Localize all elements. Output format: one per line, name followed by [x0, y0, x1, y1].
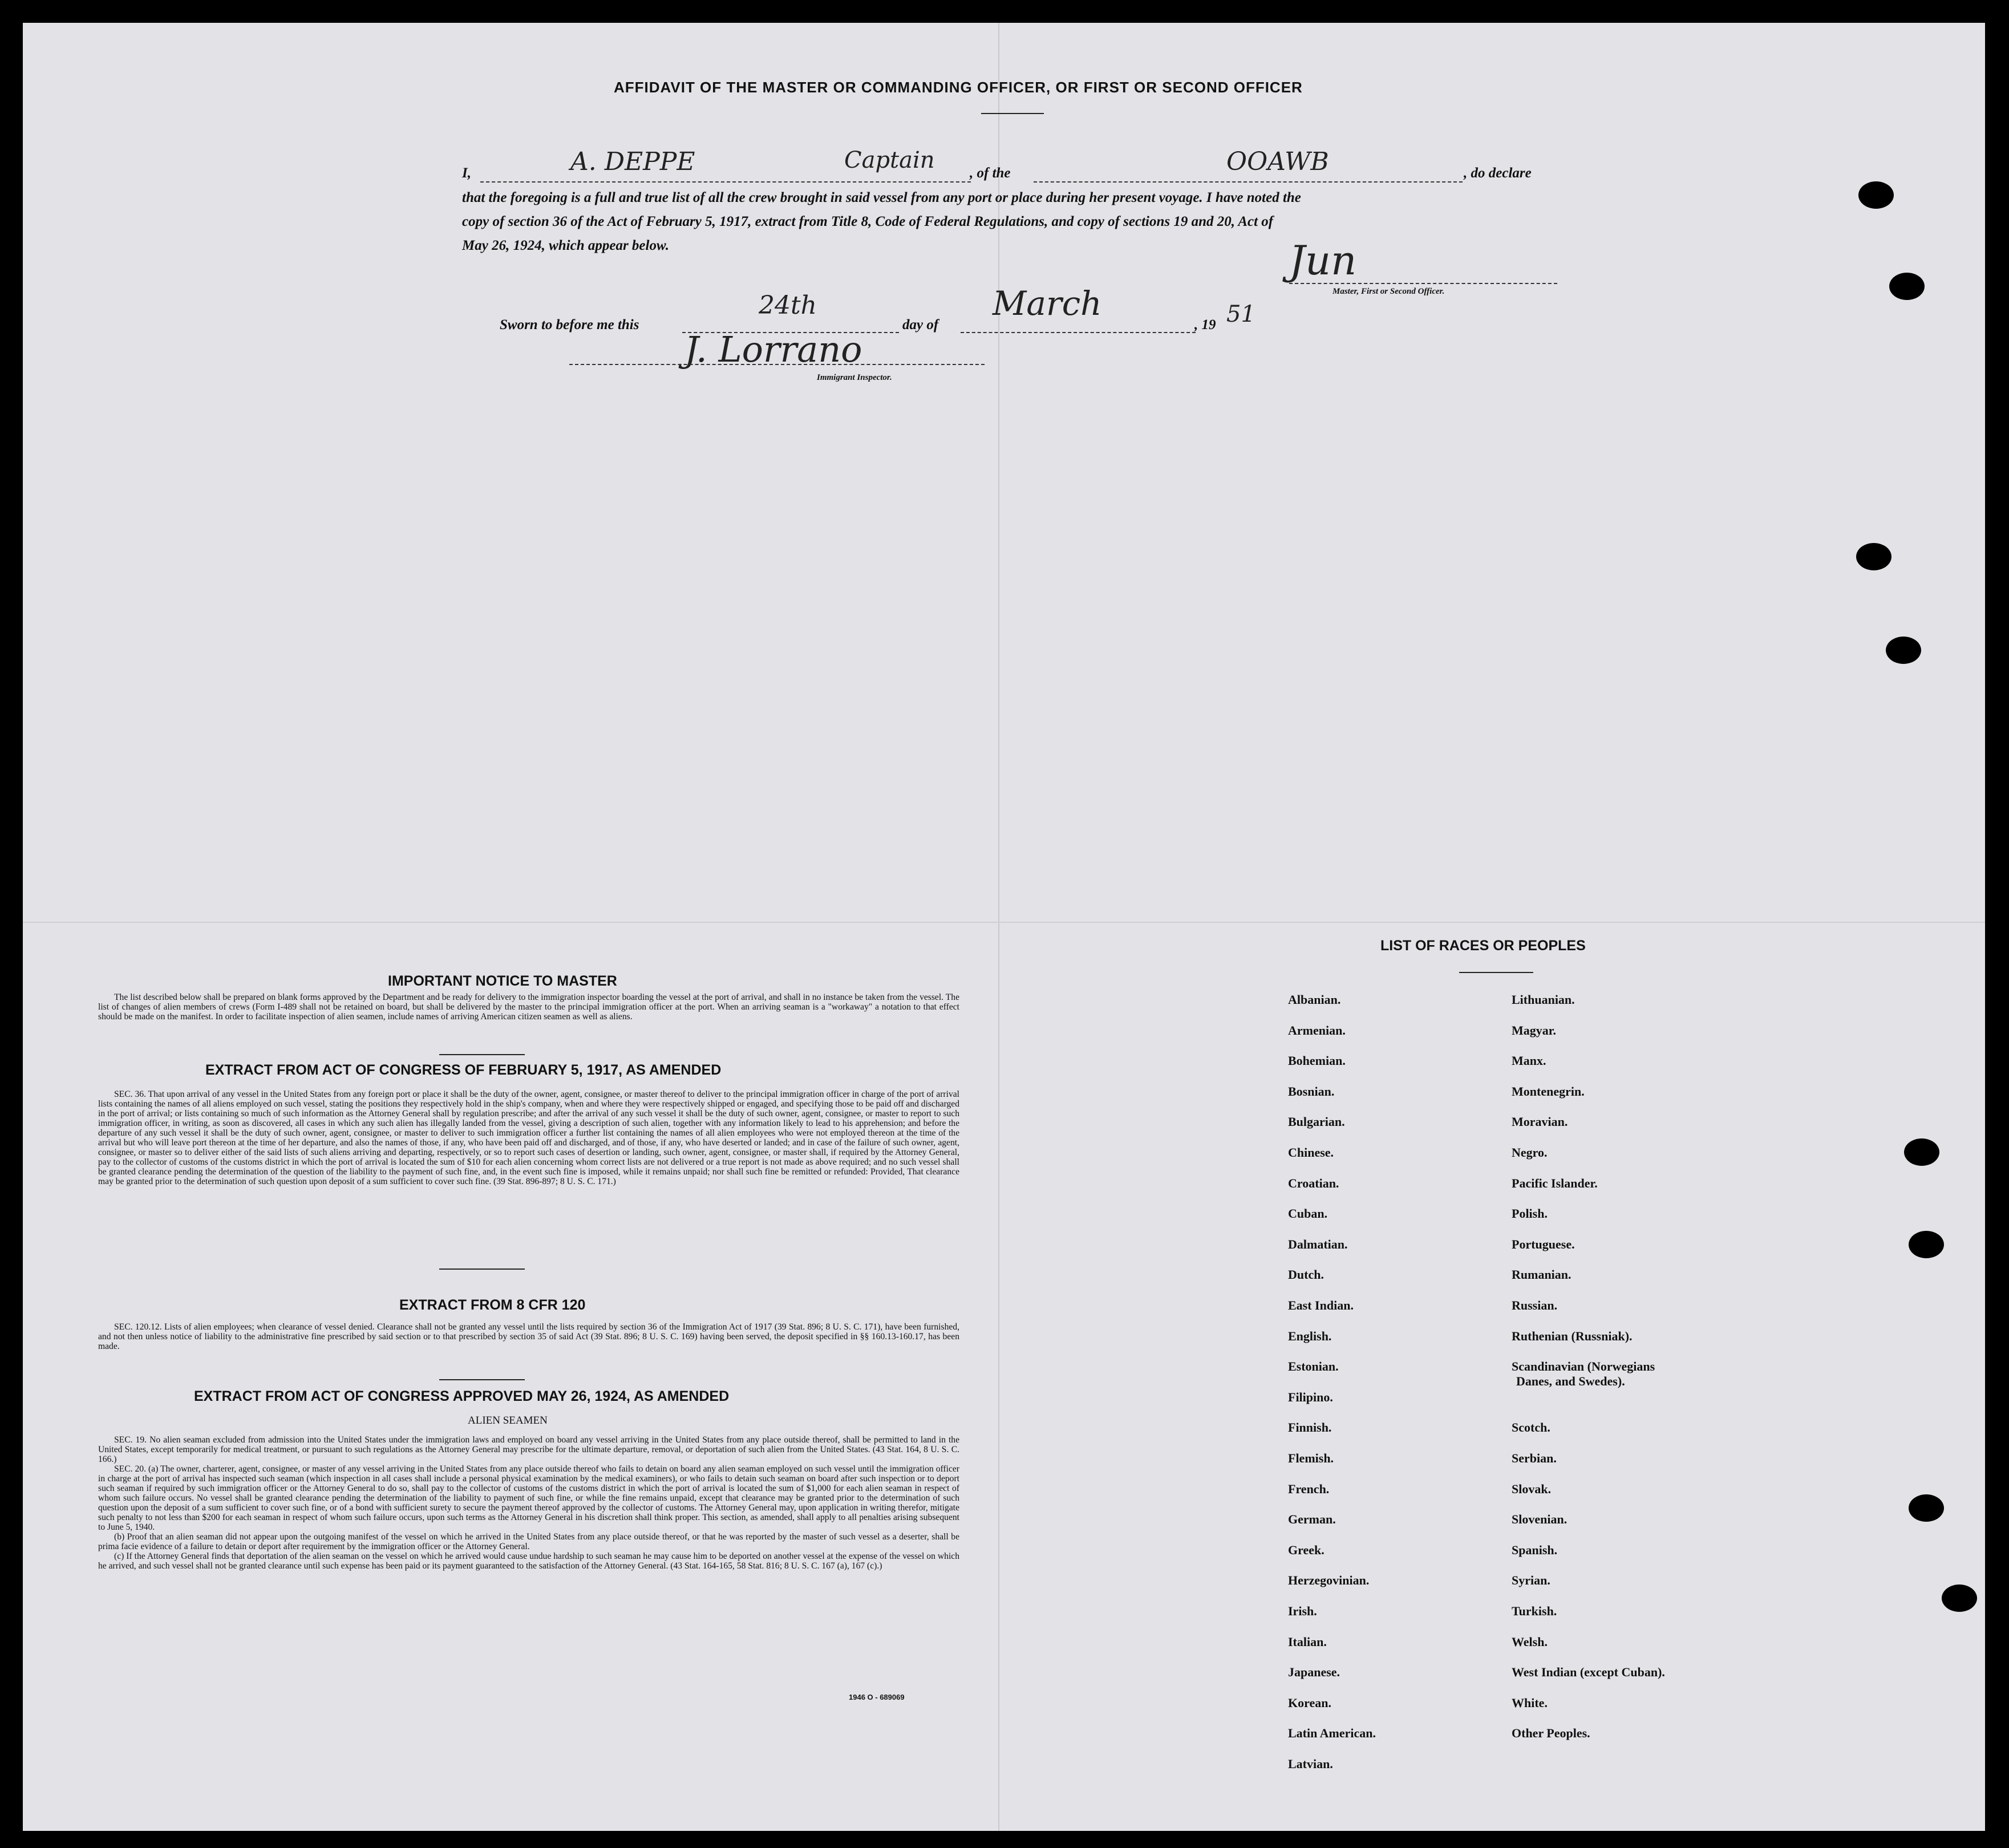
extract-1917-body [98, 1089, 959, 1186]
race-item: Irish. [1288, 1604, 1317, 1618]
divider-2 [439, 1269, 525, 1270]
sec-20b-text: (b) Proof that an alien seaman did not appear upon the outgoing manifest of the vessel on which he arrived in the United States from any place outside thereof, or that he was reported by the master of such vessel as a deserter, shall be prima facie evidence of a failure to detain or deport after requirement by the immigration officer or the Attorney General. [98, 1532, 959, 1551]
year-handwritten: 51 [1226, 301, 1255, 327]
race-item: Chinese. [1288, 1145, 1334, 1160]
race-item: Italian. [1288, 1634, 1327, 1649]
sec-20a-text: SEC. 20. (a) The owner, charterer, agent, consignee, or master of any vessel arriving in the United States from any place outside thereof who fails to detain on board any alien seaman employed on such vessel until the immigration officer in charge at the port of arrival has inspected such seaman (which inspection in all cases shall include a personal physical examination by the medical examiners), or who fails to detain such seaman on board after such inspection or to deport such seaman if required by such immigration officer or the Attorney General to do so, shall pay to the collector of customs of the customs district in which the port of arrival is located the sum of $1,000 for each alien seaman in respect of whom such failure occurs. No vessel shall be granted clearance pending the determination of the liability to payment of such fine, or while the fine remains unpaid, except that clearance may be granted prior to the determination of such question upon the deposit of a sum sufficient to cover such fine, or of a bond with sufficient surety to secure the payment thereof approved by the collector of customs. The Attorney General may, upon application in writing therefor, mitigate such penalty to not less than $200 for each seaman in respect of whom such failure occurs, upon such terms as the Attorney General in his discretion shall think proper. This section, as amended, shall apply to all penalties arising subsequent to June 5, 1940. [98, 1464, 959, 1532]
race-item: Cuban. [1288, 1206, 1328, 1221]
race-item: Negro. [1512, 1145, 1548, 1160]
month-dotted-line [961, 332, 1196, 333]
master-signature-line [1289, 283, 1557, 284]
race-item: Spanish. [1512, 1542, 1558, 1557]
race-item: Magyar. [1512, 1023, 1557, 1038]
race-item: Scotch. [1512, 1420, 1550, 1435]
sec-20c-text: (c) If the Attorney General finds that deportation of the alien seaman on the vessel on which he arrived would cause undue hardship to such seaman he may cause him to be deported on another vessel at the expense of the vessel on which he arrived, and such vessel shall not be granted clearance until such expense has been paid or its payment guaranteed to the satisfaction of the Attorney General. (43 Stat. 164-165, 58 Stat. 816; 8 U. S. C. 167 (a), 167 (c).) [98, 1551, 959, 1571]
race-item: Latvian. [1288, 1757, 1333, 1771]
race-item: Albanian. [1288, 992, 1341, 1007]
race-item: Other Peoples. [1512, 1726, 1590, 1741]
punch-hole [1889, 273, 1925, 300]
race-item: Dutch. [1288, 1267, 1324, 1282]
cfr-text: SEC. 120.12. Lists of alien employees; when clearance of vessel denied. Clearance shall not be granted any vessel until the lists required by section 36 of the Immigration Act of 1917 (39 Stat. 896; 8 U. S. C. 171), have been furnished, and not then unless notice of liability to the administrative fine prescribed by said section or to that prescribed by section 35 of said Act (39 Stat. 896; 8 U. S. C. 169) having been served, the deposit specified in §§ 160.13-160.17, has been made. [98, 1322, 959, 1351]
race-item: White. [1512, 1695, 1548, 1710]
race-item: Slovak. [1512, 1481, 1552, 1496]
race-item: Flemish. [1288, 1451, 1334, 1465]
race-item: Finnish. [1288, 1420, 1332, 1435]
punch-hole [1904, 1138, 1939, 1166]
horizontal-fold-crease [23, 922, 1985, 923]
extract-1924-title: EXTRACT FROM ACT OF CONGRESS APPROVED MAY 26, 1924, AS AMENDED [194, 1388, 730, 1404]
affidavit-i: I, [462, 165, 471, 181]
master-caption: Master, First or Second Officer. [1332, 287, 1445, 296]
sworn-label: Sworn to before me this [500, 317, 639, 333]
vessel-name-handwritten: OOAWB [1226, 147, 1329, 176]
punch-hole [1909, 1231, 1944, 1258]
race-item: West Indian (except Cuban). [1512, 1665, 1665, 1680]
race-item: Dalmatian. [1288, 1237, 1348, 1251]
races-title: LIST OF RACES OR PEOPLES [1380, 938, 1586, 954]
punch-hole [1856, 543, 1891, 570]
extract-1917-title: EXTRACT FROM ACT OF CONGRESS OF FEBRUARY 5, 1917, AS AMENDED [205, 1062, 722, 1078]
affidavit-line-2: that the foregoing is a full and true list of all the crew brought in said vessel from any port or place during her present voyage. I have noted the [462, 190, 1301, 205]
race-item: Turkish. [1512, 1604, 1557, 1618]
race-item: Manx. [1512, 1053, 1546, 1068]
punch-hole [1942, 1584, 1977, 1612]
punch-hole [1909, 1494, 1944, 1522]
affidavit-title: AFFIDAVIT OF THE MASTER OR COMMANDING OFFICER, OR FIRST OR SECOND OFFICER [614, 79, 1303, 96]
race-item: Korean. [1288, 1695, 1331, 1710]
cfr-title: EXTRACT FROM 8 CFR 120 [399, 1297, 586, 1313]
race-item: Welsh. [1512, 1634, 1548, 1649]
race-item: Syrian. [1512, 1573, 1550, 1588]
inspector-signature-line [569, 364, 985, 365]
divider-1 [439, 1054, 525, 1055]
affidavit-line-4: May 26, 1924, which appear below. [462, 238, 669, 253]
day-of-label: day of [902, 317, 939, 333]
notice-text: The list described below shall be prepared on blank forms approved by the Department and be ready for delivery to the immigration inspector boarding the vessel at the port of arrival, and shall in no instance be taken from the vessel. The list of changes of alien members of crews (Form I-489 shall not be retained on board, but shall be delivered by the master to the principal immigration officer at the port. When an arriving seaman is a "workaway" a notation to that effect should be made on the manifest. In order to facilitate inspection of alien seamen, include names of arriving American citizen seamen as well as aliens. [98, 992, 959, 1022]
race-item: Bosnian. [1288, 1084, 1335, 1099]
sec-19-text: SEC. 19. No alien seaman excluded from admission into the United States under the immigration laws and employed on board any vessel arriving in the United States from any place outside thereof, shall be permitted to land in the United States, except temporarily for medical treatment, or pursuant to such regulations as the Attorney General may prescribe for the ultimate departure, removal, or deportation of such alien from the United States. (43 Stat. 164, 8 U. S. C. 166.) [98, 1435, 959, 1464]
race-item: English. [1288, 1328, 1332, 1343]
master-name-handwritten: A. DEPPE [570, 147, 695, 176]
race-item: Bulgarian. [1288, 1115, 1345, 1129]
month-handwritten: March [993, 284, 1102, 323]
day-handwritten: 24th [759, 291, 817, 320]
document-sheet [23, 23, 1985, 1831]
title-underline [981, 113, 1044, 114]
race-item: Pacific Islander. [1512, 1176, 1598, 1190]
extract-1917-text: SEC. 36. That upon arrival of any vessel in the United States from any foreign port or place it shall be the duty of the owner, agent, consignee, or master thereof to deliver to the principal immigration officer in charge of the port of arrival lists containing the names of all aliens employed on such vessel, stating the positions they respectively hold in the ship's company, when and where they were respectively shipped or engaged, and specifying those to be paid off and discharged in the port of arrival; or lists containing so much of such information as the Attorney General shall by regulation prescribe; and after the arrival of any such vessel it shall be the duty of such owner, agent, consignee, or master to report to such immigration officer, in writing, as soon as discovered, all cases in which any such alien has illegally landed from the vessel, giving a description of such alien, together with any information likely to lead to his apprehension; and before the departure of any such vessel it shall be the duty of such owner, agent, consignee, or master to deliver to such immigration officer a further list containing the names of all alien employees who were not employed thereon at the time of the arrival but who will leave port thereon at the time of her departure, and also the names of those, if any, who have been paid off and discharged, and of those, if any, who have deserted or landed; and in case of the failure of such owner, agent, consignee, or master so to deliver either of the said lists of such aliens arriving and departing, respectively, or so to report such cases of desertion or landing, such owner, agent, consignee, or master shall, if required by the Attorney General, pay to the collector of customs of the customs district in which the port of arrival is located the sum of $10 for each alien concerning whom correct lists are not delivered or a true report is not made as above required; and no such vessel shall be granted clearance pending the determination of the question of the liability to the payment of such fine, and, in the event such fine is imposed, while it remains unpaid; nor shall such fine be remitted or refunded: Provided, That clearance may be granted prior to the determination of such question upon deposit of a sum sufficient to cover such fine. (39 Stat. 896-897; 8 U. S. C. 171.) [98, 1089, 959, 1186]
race-item: Japanese. [1288, 1665, 1340, 1680]
punch-hole [1886, 637, 1921, 664]
of-the-label: , of the [970, 165, 1011, 181]
cfr-body [98, 1322, 959, 1351]
race-item: Scandinavian (Norwegians [1512, 1359, 1655, 1374]
race-item: Danes, and Swedes). [1516, 1374, 1625, 1389]
race-item: Lithuanian. [1512, 992, 1575, 1007]
notice-body [98, 992, 959, 1022]
race-item: Montenegrin. [1512, 1084, 1585, 1099]
race-item: Filipino. [1288, 1389, 1333, 1404]
race-item: Russian. [1512, 1298, 1558, 1312]
race-item: Slovenian. [1512, 1512, 1567, 1527]
name-dotted-line [480, 181, 971, 183]
race-item: French. [1288, 1481, 1330, 1496]
do-declare-label: , do declare [1464, 165, 1532, 181]
race-item: East Indian. [1288, 1298, 1354, 1312]
extract-1924-body [98, 1435, 959, 1571]
inspector-caption: Immigrant Inspector. [817, 373, 892, 382]
inspector-signature: J. Lorrano [684, 329, 862, 370]
race-item: Armenian. [1288, 1023, 1346, 1038]
alien-seamen-subtitle: ALIEN SEAMEN [468, 1415, 548, 1426]
affidavit-line-3: copy of section 36 of the Act of February 5, 1917, extract from Title 8, Code of Federal Regulations, and copy of sections 19 and 20, Act of [462, 214, 1274, 229]
race-item: Portuguese. [1512, 1237, 1575, 1251]
race-item: Serbian. [1512, 1451, 1557, 1465]
race-item: Greek. [1288, 1542, 1325, 1557]
rank-handwritten: Captain [844, 147, 935, 173]
divider-3 [439, 1379, 525, 1380]
race-item: Ruthenian (Russniak). [1512, 1328, 1633, 1343]
master-signature: Jun [1289, 237, 1357, 284]
race-item: Herzegovinian. [1288, 1573, 1370, 1588]
race-item: Latin American. [1288, 1726, 1376, 1741]
race-item: Polish. [1512, 1206, 1548, 1221]
race-item: Rumanian. [1512, 1267, 1571, 1282]
vessel-dotted-line [1034, 181, 1463, 183]
year-prefix: , 19 [1194, 317, 1216, 333]
race-item: German. [1288, 1512, 1336, 1527]
notice-title: IMPORTANT NOTICE TO MASTER [388, 973, 617, 989]
race-item: Croatian. [1288, 1176, 1339, 1190]
print-code: 1946 O - 689069 [849, 1693, 905, 1701]
races-title-underline [1459, 972, 1533, 973]
race-item: Estonian. [1288, 1359, 1339, 1374]
punch-hole [1858, 181, 1894, 209]
race-item: Moravian. [1512, 1115, 1568, 1129]
race-item: Bohemian. [1288, 1053, 1346, 1068]
